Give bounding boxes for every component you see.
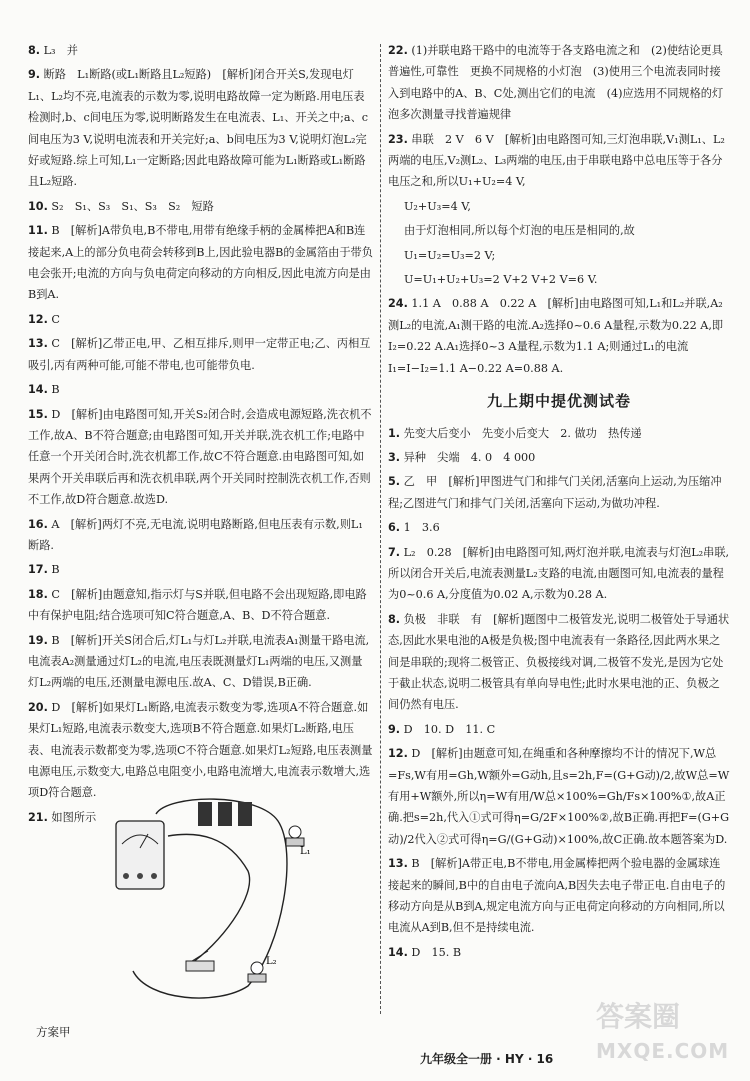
answer-item: 6. 1 3.6 [388, 521, 440, 535]
section-title: 九上期中提优测试卷 [486, 392, 631, 411]
answer-line: U₁=U₂=U₃=2 V; [404, 248, 496, 262]
answer-item: 10. S₂ S₁、S₃ S₁、S₃ S₂ 短路 [28, 199, 214, 213]
answer-item: 14. B [28, 383, 60, 397]
answer-item: 13. B [解析]A带正电,B不带电,用金属棒把两个验电器的金属球连接起来的瞬间,B中的自由电子流向A,B因失去电子带正电.自由电子的移动方向是从B到A,规定电流方向与正电荷定向移动的方向相同,所以电流从A到B,但不是持续电流. [388, 857, 726, 935]
answer-item: 5. 乙 甲 [解析]甲图进气门和排气门关闭,活塞向上运动,为压缩冲程;乙图进气门和排气门关闭,活塞向下运动,为做功冲程. [388, 475, 722, 510]
circuit-figure [108, 796, 311, 1006]
answer-item: 14. D 15. B [388, 945, 462, 959]
answer-line: 由于灯泡相同,所以每个灯泡的电压是相同的,故 [404, 224, 635, 238]
answer-item: 8. L₃ 并 [28, 44, 78, 57]
answer-item: 1. 先变大后变小 先变小后变大 2. 做功 热传递 [388, 426, 642, 440]
answer-item: 16. A [解析]两灯不亮,无电流,说明电路断路,但电压表有示数,则L₁断路. [28, 517, 363, 552]
answer-item: 3. 异种 尖端 4. 0 4 000 [388, 450, 536, 464]
label-l2: L₂ [266, 956, 277, 967]
answer-item: 13. C [解析]乙带正电,甲、乙相互排斥,则甲一定带正电;乙、丙相互吸引,丙有两种可能,可能不带电,也可能带负电. [28, 337, 371, 372]
lamp-l1 [286, 826, 304, 846]
answer-line: U₂+U₃=4 V, [404, 199, 471, 213]
site-watermark: 答案圈 MXQE.COM [596, 1000, 730, 1063]
answer-item: 9. D 10. D 11. C [388, 722, 496, 736]
ammeter [116, 821, 164, 889]
page-footer: 九年级全一册 · HY · 16 [420, 1052, 554, 1066]
right-column [388, 40, 730, 966]
answer-item: 7. L₂ 0.28 [解析]由电路图可知,两灯泡并联,电流表与灯泡L₂串联,所以闭合开关后,电流表测量L₂支路的电流,由题图可知,电流表的量程为0~0.6 A,分度值为0.02 A,示数为0.28 A. [388, 545, 730, 602]
answer-item: 12. C [28, 312, 60, 326]
answer-item: 23. 串联 2 V 6 V [解析]由电路图可知,三灯泡串联,V₁测L₁、L₂两端的电压,V₂测L₂、L₃两端的电压,由于串联电路中总电压等于各分电压之和,所以U₁+U₂=4 V, [388, 132, 725, 189]
figure-caption: 方案甲 [36, 1025, 71, 1039]
answer-item: 8. 负极 非联 有 [解析]题图中二极管发光,说明二极管处于导通状态,因此水果电池的A极是负极;图中电流表有一条路径,因此两水果之间是串联的;现将二极管正、负极接线对调,二极管不发光,是因为它处于截止状态,说明二极管具有单向导电性;此时水果电池的正、负极之间仍然有电压. [388, 612, 730, 712]
answer-item: 19. B [解析]开关S闭合后,灯L₁与灯L₂并联,电流表A₁测量干路电流,电流表A₂测量通过灯L₂的电流,电压表既测量灯L₁两端的电压,又测量灯L₂两端的电压,还测量电源电压.故A、C、D错误,B正确. [28, 633, 370, 690]
answer-item: 20. D [解析]如果灯L₁断路,电流表示数变为零,选项A不符合题意.如果灯L₁短路,电流表示数变大,选项B不符合题意.如果灯L₂断路,电压表、电流表示数都变为零,选项C不符合题意.如果灯L₂短路,电压表测量电源电压,示数变大,电路总电阻变小,电路电流增大,电流表示数增大,选项D符合题意. [28, 700, 373, 800]
answer-item: 9. 断路 L₁断路(或L₁断路且L₂短路) [解析]闭合开关S,发现电灯L₁、L₂均不亮,电流表的示数为零,说明电路故障一定为断路.用电压表检测时,b、c间电压为零,说明断路发生在电流表、L₁、开关之中;a、c间电压为3 V,说明电流表和开关完好;a、b间电压为3 V,说明灯泡L₂完好或短路.综上可知,L₁一定断路;因此电路故障可能为L₁断路或L₁断路且L₂短路. [28, 68, 369, 189]
switch [186, 951, 214, 971]
answer-item: 11. B [解析]A带负电,B不带电,用带有绝缘手柄的金属棒把A和B连接起来,A上的部分负电荷会转移到B上,因此验电器B的金属箔由于带负电会张开;电流的方向与负电荷定向移动的方向相反,因此电流方向是由B到A. [28, 224, 373, 302]
battery [198, 802, 252, 826]
answer-item: 22. (1)并联电路干路中的电流等于各支路电流之和 (2)使结论更具普遍性,可靠性 更换不同规格的小灯泡 (3)使用三个电流表同时接入到电路中的A、B、C处,测出它们的电流 (4)应选用不同规格的灯泡多次测量寻找普遍规律 [388, 44, 724, 122]
column-divider [380, 44, 381, 1014]
answer-item: 15. D [解析]由电路图可知,开关S₂闭合时,会造成电源短路,洗衣机不工作,故A、B不符合题意;由电路图可知,开关并联,洗衣机工作;电路中任意一个开关闭合时,洗衣机都工作,故C不符合题意.由电路图可知,如果两个开关串联后再和洗衣机串联,两个开关同时控制洗衣机工作,否则不工作,故D符合题意.故选D. [28, 407, 372, 507]
answer-item: 18. C [解析]由题意知,指示灯与S并联,但电路不会出现短路,即电路中有保护电阻;结合选项可知C符合题意,A、B、D不符合题意. [28, 587, 367, 623]
left-column [28, 40, 373, 831]
answer-item: 17. B [28, 563, 60, 577]
lamp-l2 [248, 962, 266, 982]
circuit-wire [168, 834, 250, 964]
answer-item: 12. D [解析]由题意可知,在绳重和各种摩擦均不计的情况下,W总=Fs,W有用=Gh,W额外=G动h,且s=2h,F=(G+G动)/2,故W总=W有用+W额外,所以η=W有用/W总×100%=Gh/Fs×100%①,故A正确.把s=2h,代入①式可得η=G/2F×100%②,故B正确.再把F=(G+G动)/2代入②式可得η=G/(G+G动)×100%,故C正确.故本题答案为D. [388, 747, 730, 846]
answer-line: U=U₁+U₂+U₃=2 V+2 V+2 V=6 V. [404, 273, 598, 287]
answer-item: 21. 如图所示 [28, 810, 97, 824]
answer-item: 24. 1.1 A 0.88 A 0.22 A [解析]由电路图可知,L₁和L₂并联,A₂测L₂的电流,A₁测干路的电流.A₂选择0~0.6 A量程,示数为0.22 A,即I₂=0.22 A.A₁选择0~3 A量程,示数为1.1 A;则通过L₁的电流I₁=I−I₂=1.1 A−0.22 A=0.88 A. [388, 297, 724, 375]
label-l1: L₁ [300, 846, 311, 857]
